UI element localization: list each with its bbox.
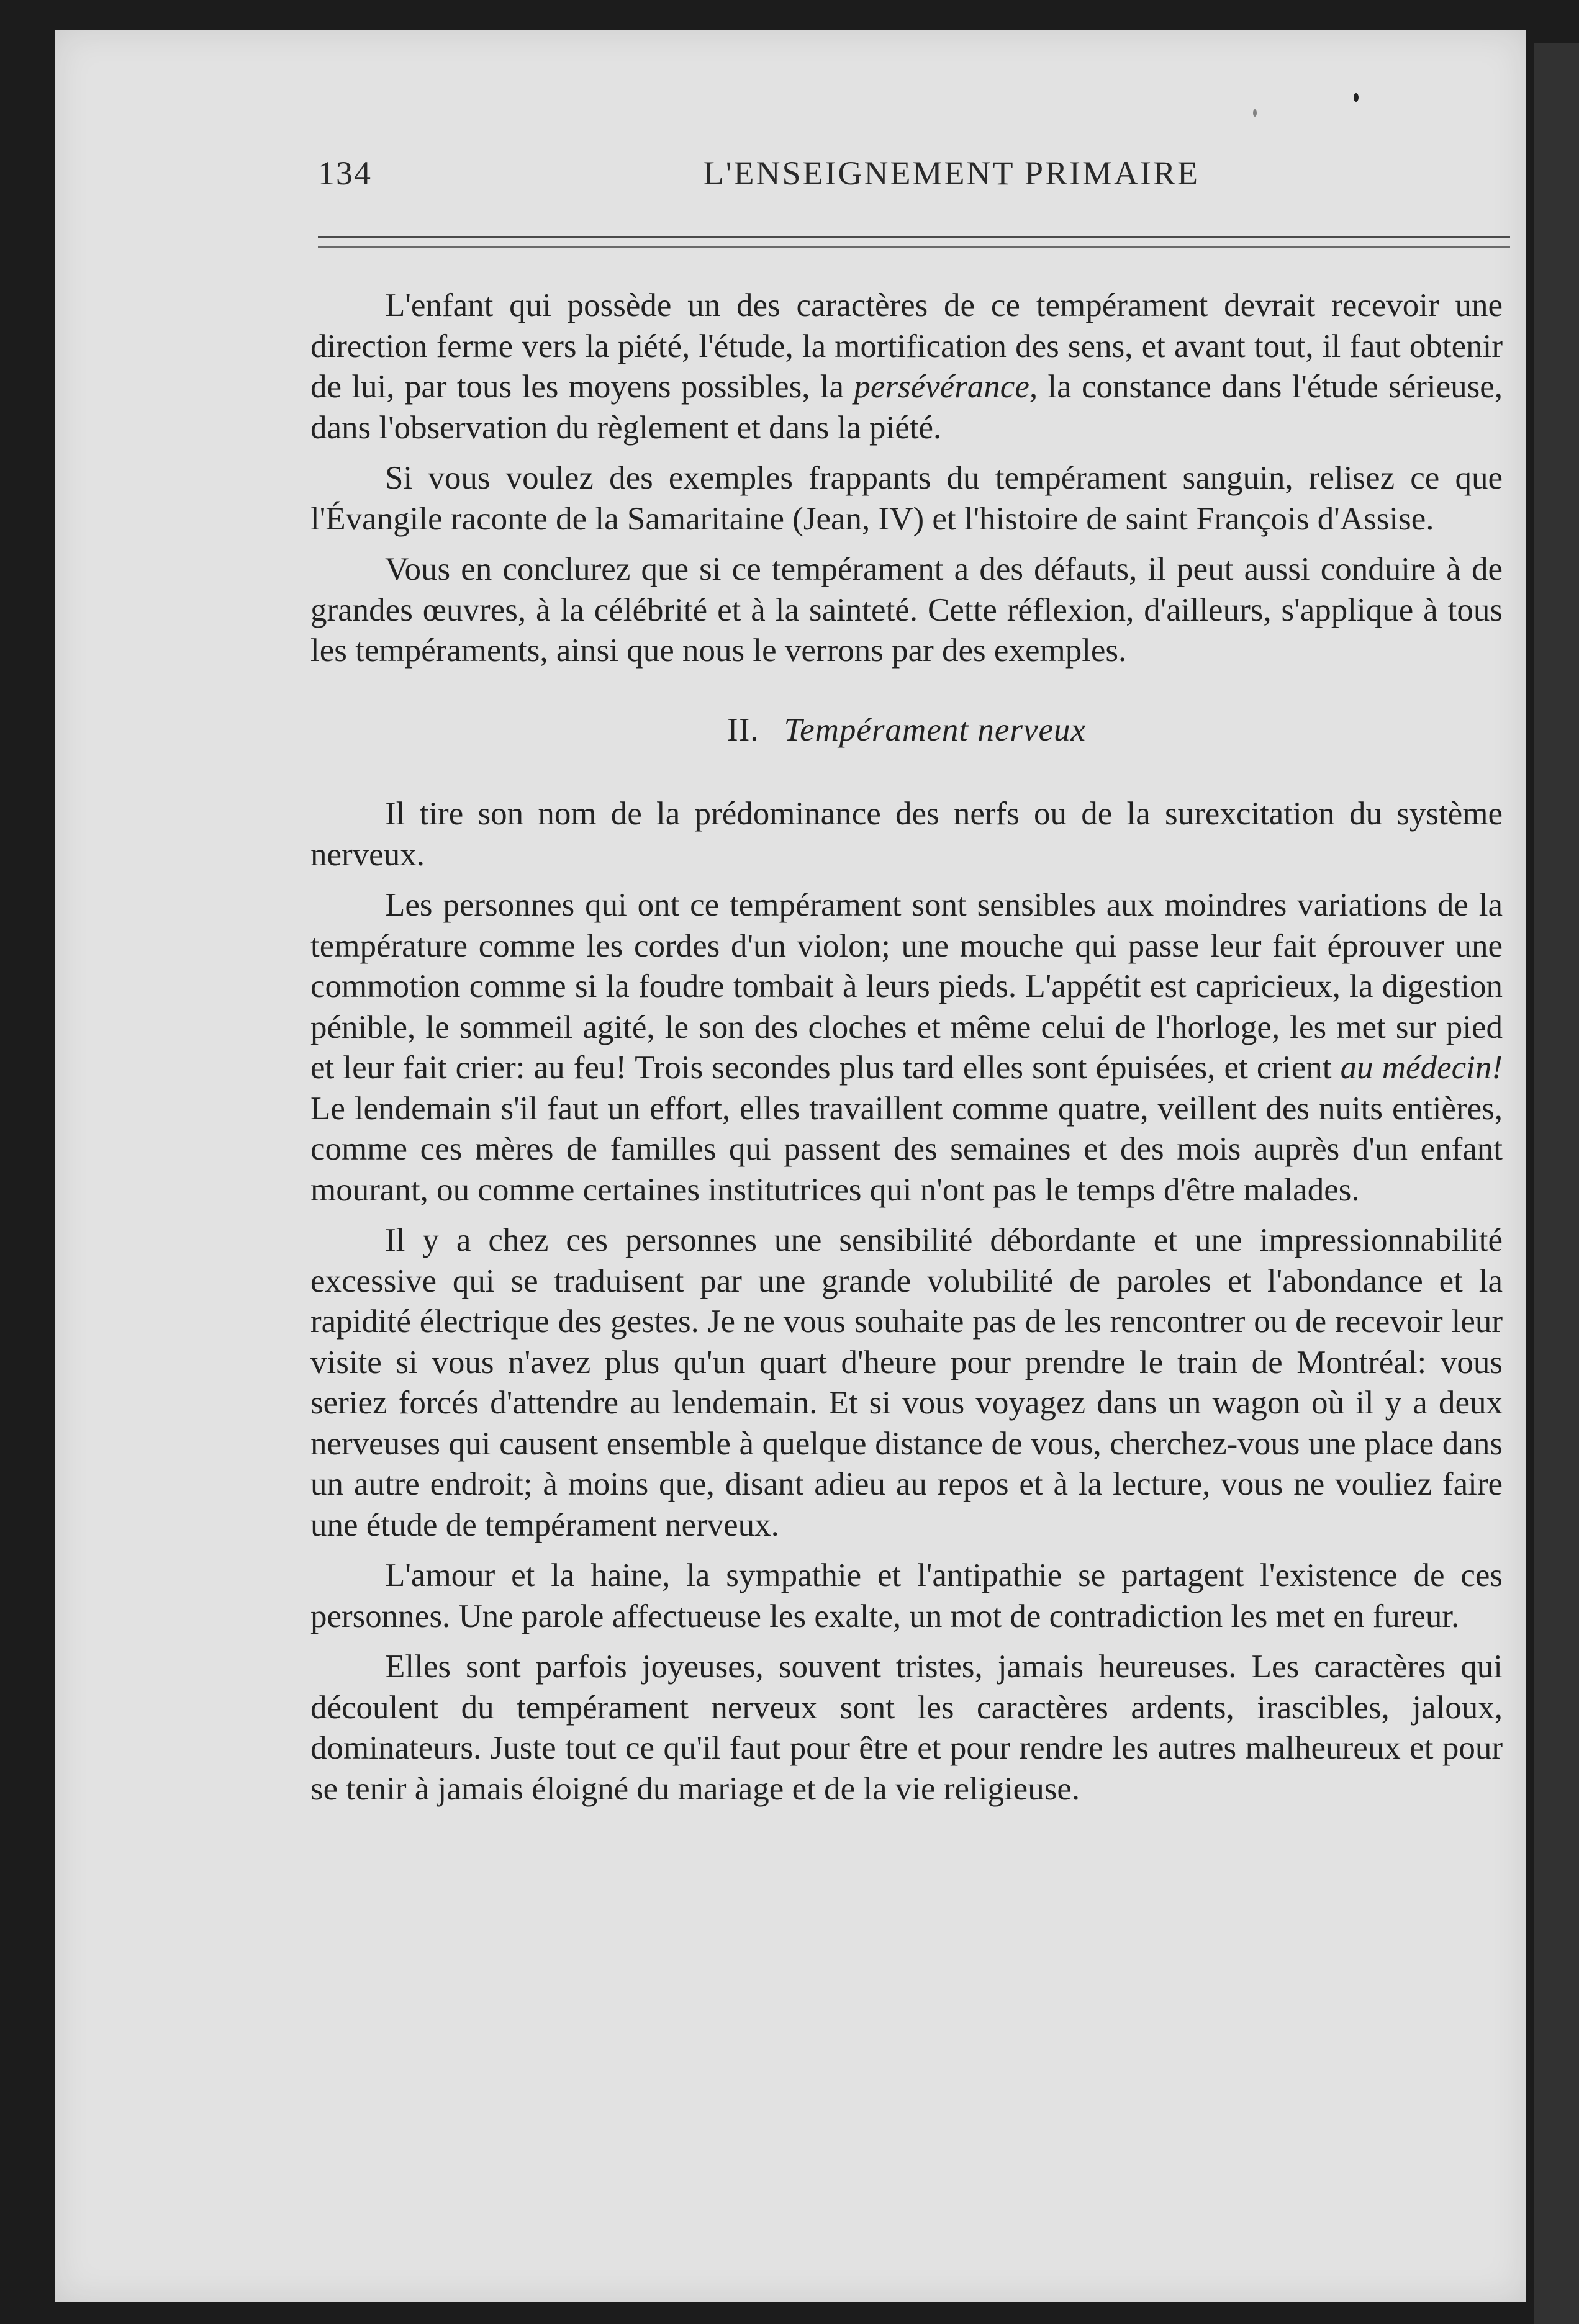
emphasis-text: au médecin! (1340, 1050, 1503, 1086)
paragraph: Vous en conclurez que si ce tempérament a des défauts, il peut aussi conduire à de grandes œuvres, à la célébrité et à la sainteté. Cette réflexion, d'ailleurs, s'applique à tous les tempéraments, ainsi que nous le verrons par des exemples. (310, 551, 1503, 669)
body-text (310, 286, 1503, 1809)
paragraph: Elles sont parfois joyeuses, souvent tristes, jamais heureuses. Les caractères qui découlent du tempérament nerveux sont les caractères ardents, irascibles, jaloux, dominateurs. Juste tout ce qu'il faut pour être et pour rendre les autres malheureux et pour se tenir à jamais éloigné du mariage et de la vie religieuse. (310, 1649, 1503, 1807)
paragraph (310, 885, 1503, 1210)
page-header (318, 154, 1200, 197)
page-number: 134 (318, 155, 372, 192)
paragraph (310, 286, 1503, 448)
paragraph: Il tire son nom de la prédominance des nerfs ou de la surexcitation du système nerveux. (310, 796, 1503, 873)
paragraph-text: Les personnes qui ont ce tempérament sont sensibles aux moindres variations de la température comme les cordes d'un violon; une mouche qui passe leur fait éprouver une commotion comme si la foudre tombait à leurs pieds. L'appétit est capricieux, la digestion pénible, le sommeil agité, le son des cloches et même celui de l'horloge, les met sur pied et leur fait crier: au feu! Trois secondes plus tard elles sont épuisées, et crient (310, 887, 1503, 1086)
running-title: L'ENSEIGNEMENT PRIMAIRE (703, 155, 1200, 192)
header-rule (318, 236, 1510, 248)
paragraph-text: la constance dans l'étude sérieuse, dans l'observation du règlement et dans la piété. (310, 369, 1503, 446)
section-numeral: II. (726, 711, 759, 748)
section-title: Tempérament nerveux (784, 711, 1087, 748)
paragraph-text: L'enfant qui possède un des caractères de ce tempérament devrait recevoir une direction ferme vers la piété, l'étude, la mortification des sens, et avant tout, il faut obtenir de lui, par tous les moyens possibles, la (310, 287, 1503, 405)
paragraph: Il y a chez ces personnes une sensibilité débordante et une impressionnabilité excessive qui se traduisent par une grande volubilité de paroles et l'abondance et la rapidité électrique des gestes. Je ne vous souhaite pas de les rencontrer ou de recevoir leur visite si vous n'avez plus qu'un quart d'heure pour prendre le train de Montréal: vous seriez forcés d'attendre au lendemain. Et si vous voyagez dans un wagon où il y a deux nerveuses qui causent ensemble à quelque distance de vous, cherchez-vous une place dans un autre endroit; à moins que, disant adieu au repos et à la lecture, vous ne vouliez faire une étude de tempérament nerveux. (310, 1222, 1503, 1543)
page-edge-shadow (1534, 43, 1579, 2324)
print-speck (1354, 93, 1359, 102)
paragraph-text: Le lendemain s'il faut un effort, elles travaillent comme quatre, veillent des nuits entières, comme ces mères de familles qui passent des semaines et des mois auprès d'un enfant mourant, ou comme certaines institutrices qui n'ont pas le temps d'être malades. (310, 1090, 1503, 1208)
print-speck (1253, 109, 1257, 117)
paragraph: L'amour et la haine, la sympathie et l'antipathie se partagent l'existence de ces personnes. Une parole affectueuse les exalte, un mot de contradiction les met en fureur. (310, 1557, 1503, 1634)
paragraph: Si vous voulez des exemples frappants du tempérament sanguin, relisez ce que l'Évangile raconte de la Samaritaine (Jean, IV) et l'histoire de saint François d'Assise. (310, 460, 1503, 537)
emphasis-text: persévérance, (854, 369, 1038, 405)
section-heading (310, 710, 1503, 751)
